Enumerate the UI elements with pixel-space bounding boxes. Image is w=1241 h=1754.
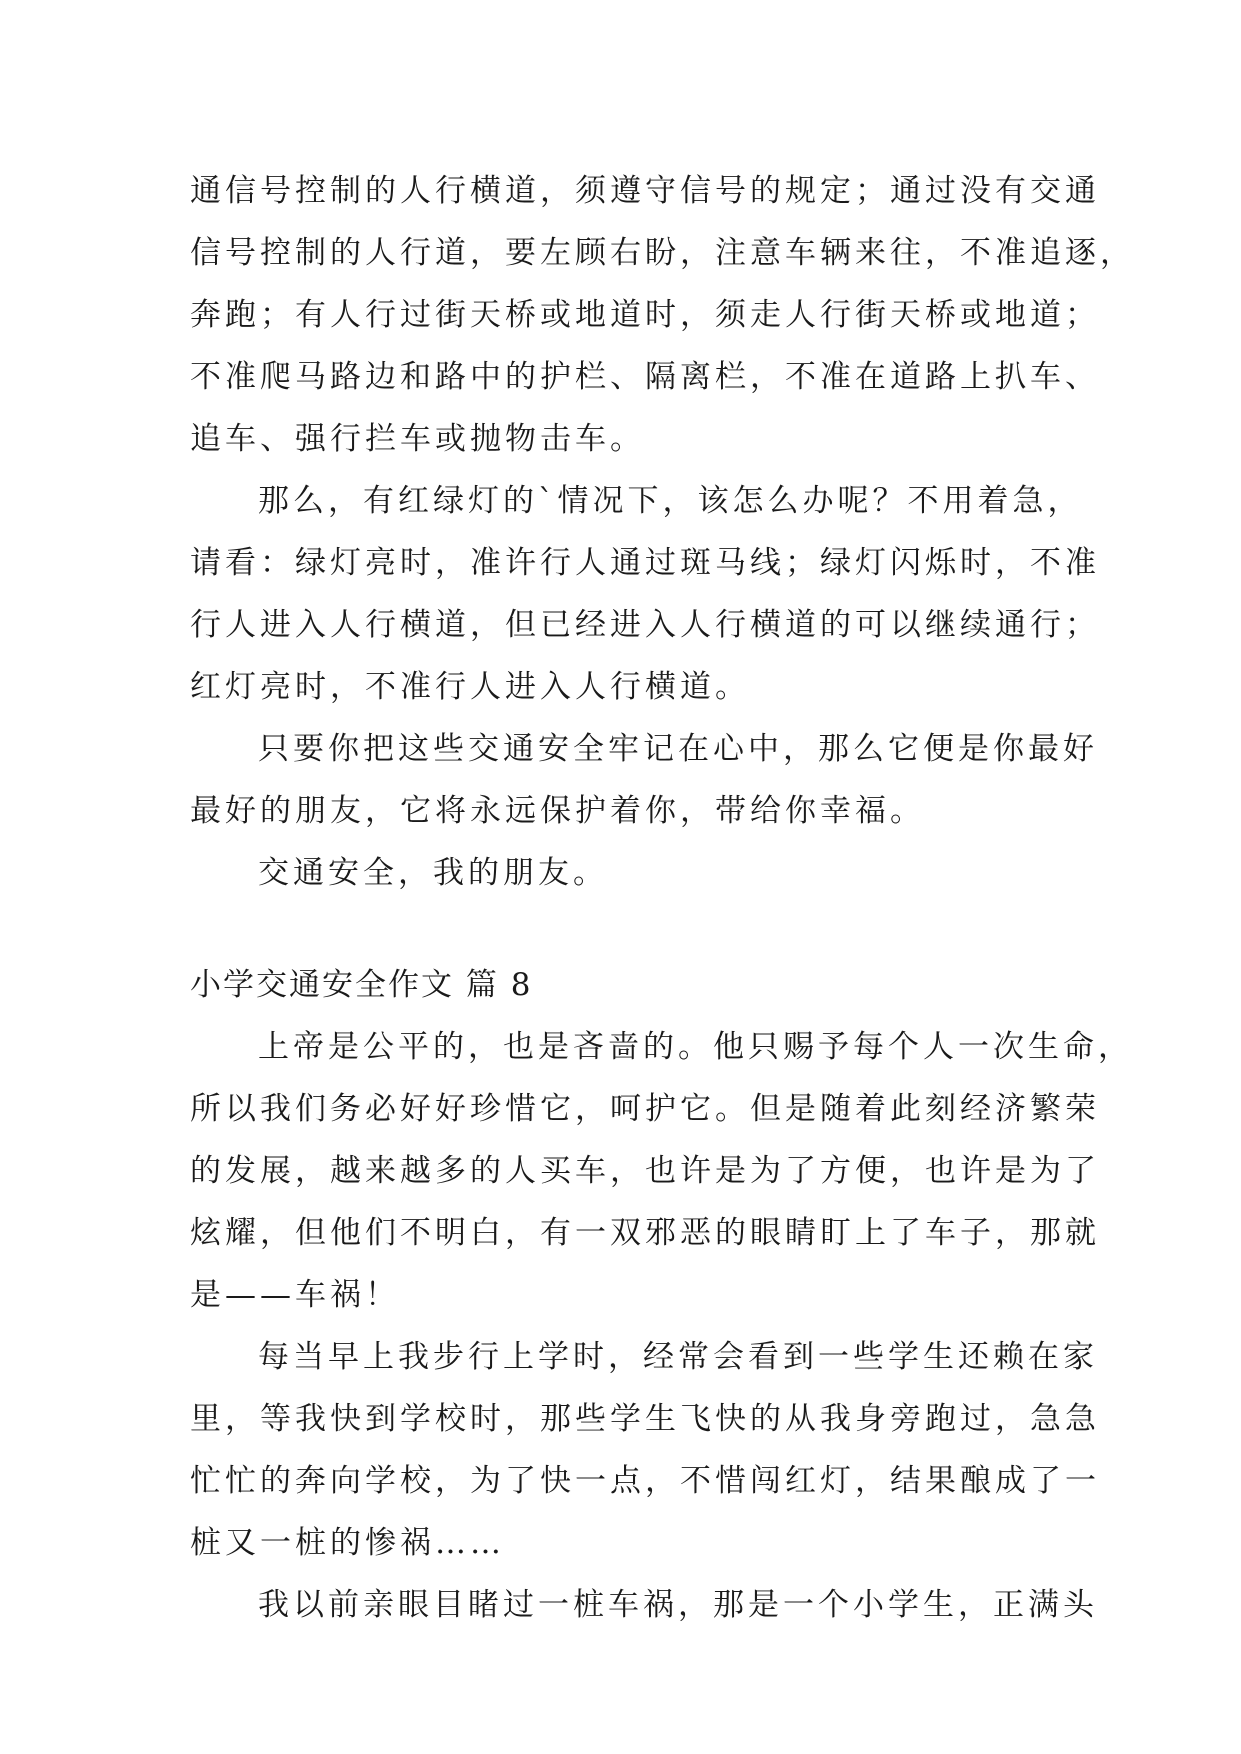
- text-line: 通信号控制的人行横道，须遵守信号的规定；通过没有交通: [190, 173, 1100, 209]
- text-line: 奔跑；有人行过街天桥或地道时，须走人行街天桥或地道；: [190, 297, 1100, 333]
- text-line: 桩又一桩的惨祸……: [190, 1525, 505, 1561]
- text-line: 只要你把这些交通安全牢记在心中，那么它便是你最好: [258, 731, 1098, 767]
- text-line: 不准爬马路边和路中的护栏、隔离栏，不准在道路上扒车、: [190, 359, 1100, 395]
- text-line: 请看：绿灯亮时，准许行人通过斑马线；绿灯闪烁时，不准: [190, 545, 1100, 581]
- text-line: 所以我们务必好好珍惜它，呵护它。但是随着此刻经济繁荣: [190, 1091, 1100, 1127]
- text-line: 我以前亲眼目睹过一桩车祸，那是一个小学生，正满头: [258, 1587, 1098, 1623]
- document-body: [190, 160, 1135, 1636]
- text-line: 那么，有红绿灯的`情况下，该怎么办呢？不用着急，: [258, 483, 1083, 519]
- paragraph: [190, 718, 1098, 842]
- paragraph: [190, 1326, 1100, 1574]
- section-spacer: [190, 904, 1060, 954]
- text-line: 行人进入人行横道，但已经进入人行横道的可以继续通行；: [190, 607, 1100, 643]
- text-line: 最好的朋友，它将永远保护着你，带给你幸福。: [190, 793, 925, 829]
- paragraph: [190, 842, 1060, 904]
- text-line: 里，等我快到学校时，那些学生飞快的从我身旁跑过，急急: [190, 1401, 1100, 1437]
- section-heading: 小学交通安全作文 篇 8: [190, 967, 533, 1003]
- text-line: 红灯亮时，不准行人进入人行横道。: [190, 669, 750, 705]
- text-line: 信号控制的人行道，要左顾右盼，注意车辆来往，不准追逐，: [190, 235, 1135, 271]
- text-line: 是——车祸！: [190, 1277, 400, 1313]
- text-line: 每当早上我步行上学时，经常会看到一些学生还赖在家: [258, 1339, 1098, 1375]
- text-line: 上帝是公平的，也是吝啬的。他只赐予每个人一次生命，: [258, 1029, 1133, 1065]
- paragraph: [190, 160, 1135, 470]
- text-line: 忙忙的奔向学校，为了快一点，不惜闯红灯，结果酿成了一: [190, 1463, 1100, 1499]
- text-line: 追车、强行拦车或抛物击车。: [190, 421, 645, 457]
- text-line: 的发展，越来越多的人买车，也许是为了方便，也许是为了: [190, 1153, 1100, 1189]
- text-line: 炫耀，但他们不明白，有一双邪恶的眼睛盯上了车子，那就: [190, 1215, 1100, 1251]
- paragraph: [190, 1016, 1133, 1326]
- paragraph: [190, 1574, 1098, 1636]
- text-line: 交通安全，我的朋友。: [258, 855, 608, 891]
- paragraph: [190, 470, 1100, 718]
